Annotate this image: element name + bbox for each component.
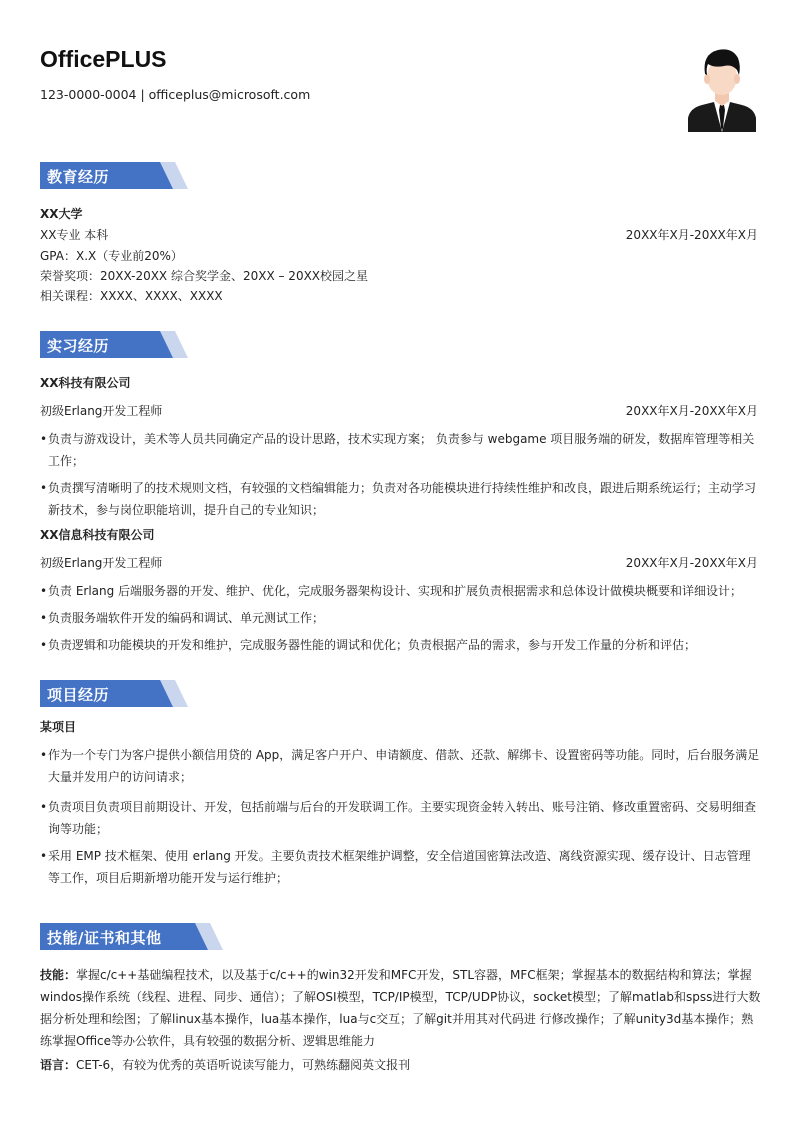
section-header-education [40, 162, 230, 189]
candidate-name: OfficePLUS [40, 46, 167, 72]
company-name: XX科技有限公司 [40, 376, 131, 390]
section-header-projects [40, 680, 230, 707]
project-bullet-text: 负责项目负责项目前期设计、开发，包括前端与后台的开发联调工作。主要实现资金转入转出、账号注销、修改重置密码、交易明细查询等功能； [48, 800, 757, 836]
job-role: 初级Erlang开发工程师 [40, 556, 163, 570]
section-title-education: 教育经历 [47, 168, 110, 186]
company-name: XX信息科技有限公司 [40, 528, 155, 542]
project-bullet-text: 作为一个专门为客户提供小额信用贷的 App，满足客户开户、申请额度、借款、还款、解绑卡、设置密码等功能。同时，后台服务满足大量并发用户的访问请求； [48, 748, 760, 784]
avatar [688, 44, 756, 132]
job-bullet [40, 580, 762, 602]
job-bullet-text: 负责撰写清晰明了的技术规则文档，有较强的文档编辑能力；负责对各功能模块进行持续性维护和改良，跟进后期系统运行；主动学习新技术，参与岗位职能培训，提升自己的专业知识； [48, 481, 757, 517]
job-bullet [40, 428, 762, 472]
skills-paragraph [40, 964, 762, 1052]
job-bullet-text: 负责与游戏设计，美术等人员共同确定产品的设计思路，技术实现方案； 负责参与 webgame 项目服务端的研发，数据库管理等相关工作； [48, 432, 755, 468]
bullet-dot: • [40, 849, 48, 863]
skills-text: 掌握c/c++基础编程技术，以及基于c/c++的win32开发和MFC开发，STL容器，MFC框架；掌握基本的数据结构和算法；掌握windos操作系统（线程、进程、同步、通信）；了解OSI模型，TCP/IP模型，TCP/UDP协议，socket模型；了解matlab和spss进行大数据分析处理和绘图；了解linux基本操作，lua基本操作，lua与c交互；了解git并用其对代码进 行修改操作；了解unity3d基本操作；熟练掌握Office等办公软件，具有较强的数据分析、逻辑思维能力 [40, 968, 761, 1048]
section-title-skills: 技能/证书和其他 [47, 929, 162, 947]
project-bullet-text: 采用 EMP 技术框架、使用 erlang 开发。主要负责技术框架维护调整，安全信道国密算法改造、离线资源实现、缓存设计、日志管理等工作，项目后期新增功能开发与运行维护； [48, 849, 751, 885]
language-text: CET-6，有较为优秀的英语听说读写能力，可熟练翻阅英文报刊 [76, 1058, 411, 1072]
section-header-internship [40, 331, 230, 358]
gpa: GPA：X.X（专业前20%） [40, 249, 183, 263]
project-bullet [40, 845, 762, 889]
bullet-dot: • [40, 638, 48, 652]
bullet-dot: • [40, 584, 48, 598]
project-name: 某项目 [40, 720, 77, 734]
school-name: XX大学 [40, 207, 83, 221]
project-bullet [40, 744, 762, 788]
education-dates: 20XX年X月-20XX年X月 [625, 228, 758, 242]
major: XX专业 本科 [40, 228, 109, 242]
language-paragraph [40, 1054, 762, 1076]
job-bullet-text: 负责服务端软件开发的编码和调试、单元测试工作； [48, 611, 325, 625]
job-bullet [40, 477, 762, 521]
language-label: 语言： [40, 1058, 77, 1072]
job-bullet [40, 607, 762, 629]
job-role: 初级Erlang开发工程师 [40, 404, 163, 418]
courses: 相关课程：XXXX、XXXX、XXXX [40, 289, 223, 303]
job-bullet-text: 负责逻辑和功能模块的开发和维护，完成服务器性能的调试和优化；负责根据产品的需求，参与开发工作量的分析和评估； [48, 638, 697, 652]
honors: 荣誉奖项：20XX-20XX 综合奖学金、20XX – 20XX校园之星 [40, 269, 369, 283]
job-dates: 20XX年X月-20XX年X月 [625, 556, 758, 570]
bullet-dot: • [40, 611, 48, 625]
section-title-internship: 实习经历 [47, 337, 110, 355]
bullet-dot: • [40, 800, 48, 814]
project-bullet [40, 796, 762, 840]
contact-info: 123-0000-0004 | officeplus@microsoft.com [40, 87, 311, 102]
skills-label: 技能： [40, 968, 77, 982]
job-bullet [40, 634, 762, 656]
bullet-dot: • [40, 481, 48, 495]
section-header-skills [40, 923, 230, 950]
bullet-dot: • [40, 432, 48, 446]
section-title-projects: 项目经历 [47, 686, 110, 704]
job-dates: 20XX年X月-20XX年X月 [625, 404, 758, 418]
job-bullet-text: 负责 Erlang 后端服务器的开发、维护、优化，完成服务器架构设计、实现和扩展负责根据需求和总体设计做模块概要和详细设计； [48, 584, 743, 598]
bullet-dot: • [40, 748, 48, 762]
